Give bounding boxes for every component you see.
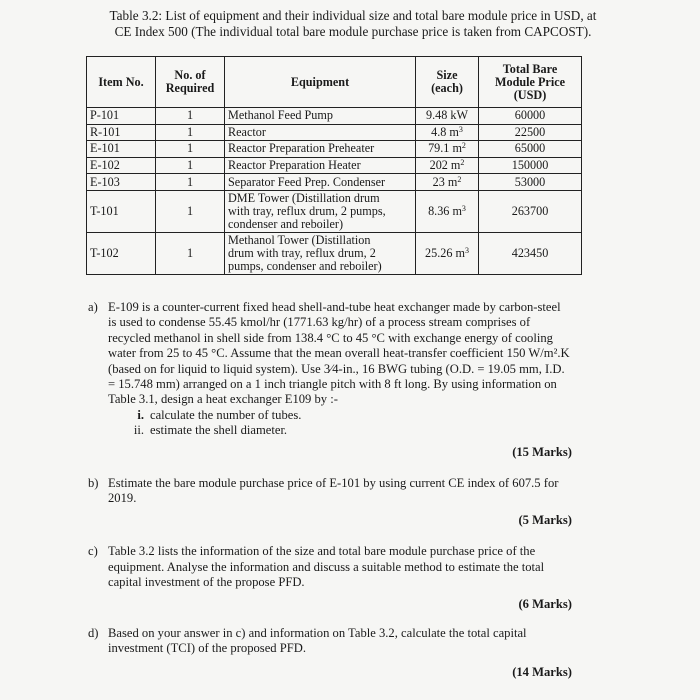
table-row bbox=[87, 190, 582, 232]
required-cell: 1 bbox=[156, 190, 225, 232]
questions-section bbox=[88, 300, 616, 680]
table-row bbox=[87, 232, 582, 274]
question-text-line: capital investment of the propose PFD. bbox=[108, 575, 305, 590]
item-no-cell: T-101 bbox=[87, 190, 156, 232]
size-cell: 25.26 $m^3$ bbox=[416, 232, 479, 274]
table-row bbox=[87, 124, 582, 141]
question-text-line: (based on for liquid to liquid system). Use 3⁄4-in., 16 BWG tubing (O.D. = 19.05 mm, I.D. bbox=[108, 361, 565, 376]
item-no-cell: E-103 bbox=[87, 174, 156, 191]
question-text-line: water from 25 to 45 °C. Assume that the mean overall heat-transfer coefficient 150 W/m².K bbox=[108, 346, 570, 361]
question-label: a) bbox=[88, 300, 98, 314]
price-cell: 150000 bbox=[479, 157, 582, 174]
sub-question-i: i. calculate the number of tubes. bbox=[108, 408, 616, 423]
item-no-cell: E-102 bbox=[87, 157, 156, 174]
question-a bbox=[88, 300, 616, 460]
question-b bbox=[88, 476, 616, 528]
marks-label: (5 Marks) bbox=[518, 512, 572, 527]
question-text-line: 2019. bbox=[108, 491, 137, 506]
marks-label: (15 Marks) bbox=[512, 444, 572, 459]
equipment-cell: DME Tower (Distillation drum with tray, reflux drum, 2 pumps, condenser and reboiler) bbox=[225, 190, 416, 232]
sub-question-number: ii. bbox=[133, 423, 144, 438]
size-cell: 23 $m^2$ bbox=[416, 174, 479, 191]
table-row bbox=[87, 174, 582, 191]
size-cell: 8.36 $m^3$ bbox=[416, 190, 479, 232]
equipment-cell: Reactor Preparation Preheater bbox=[225, 141, 416, 158]
question-text-line: Estimate the bare module purchase price of E-101 by using current CE index of 607.5 for bbox=[108, 476, 559, 491]
header-item-no: Item No. bbox=[87, 57, 156, 108]
price-cell: 53000 bbox=[479, 174, 582, 191]
price-cell: 65000 bbox=[479, 141, 582, 158]
equipment-table bbox=[86, 56, 582, 275]
question-label: d) bbox=[88, 625, 99, 640]
price-cell: 60000 bbox=[479, 108, 582, 125]
item-no-cell: E-101 bbox=[87, 141, 156, 158]
question-text-line: Based on your answer in c) and information on Table 3.2, calculate the total capital bbox=[108, 625, 527, 640]
question-text-line: equipment. Analyse the information and discuss a suitable method to estimate the total bbox=[108, 559, 545, 574]
size-cell: 9.48 kW bbox=[416, 108, 479, 125]
price-cell: 423450 bbox=[479, 232, 582, 274]
marks-label: (6 Marks) bbox=[518, 596, 572, 611]
header-size: Size (each) bbox=[416, 57, 479, 108]
question-label: b) bbox=[88, 476, 99, 491]
sub-question-ii: ii. estimate the shell diameter. bbox=[108, 423, 616, 438]
required-cell: 1 bbox=[156, 124, 225, 141]
marks-label: (14 Marks) bbox=[512, 664, 572, 679]
equipment-cell: Reactor Preparation Heater bbox=[225, 157, 416, 174]
question-c bbox=[88, 544, 616, 612]
required-cell: 1 bbox=[156, 232, 225, 274]
table-row bbox=[87, 157, 582, 174]
question-d bbox=[88, 626, 616, 680]
item-no-cell: P-101 bbox=[87, 108, 156, 125]
question-text-line: is used to condense 55.45 kmol/hr (1771.63 kg/hr) of a process stream comprises of bbox=[108, 315, 531, 330]
question-label: c) bbox=[88, 544, 98, 559]
header-equipment: Equipment bbox=[225, 57, 416, 108]
price-cell: 22500 bbox=[479, 124, 582, 141]
table-row bbox=[87, 141, 582, 158]
question-text-line: = 15.748 mm) arranged on a 1 inch triangle pitch with 8 ft long. By using information on bbox=[108, 377, 557, 392]
required-cell: 1 bbox=[156, 174, 225, 191]
size-cell: 79.1 $m^2$ bbox=[416, 141, 479, 158]
question-text-line: recycled methanol in shell side from 138.4 °C to 45 °C with exchange energy of cooling bbox=[108, 330, 553, 345]
question-text-line: Table 3.1, design a heat exchanger E109 by :- bbox=[108, 392, 338, 407]
table-header-row bbox=[87, 57, 582, 108]
required-cell: 1 bbox=[156, 157, 225, 174]
equipment-cell: Methanol Tower (Distillation drum with tray, reflux drum, 2 pumps, condenser and reboiler) bbox=[225, 232, 416, 274]
header-total-price: Total Bare Module Price (USD) bbox=[479, 57, 582, 108]
caption-line-2: CE Index 500 (The individual total bare module purchase price is taken from CAPCOST). bbox=[114, 24, 592, 39]
size-cell: 4.8 $m^3$ bbox=[416, 124, 479, 141]
sub-question-number: i. bbox=[137, 407, 144, 422]
question-text-line: Table 3.2 lists the information of the size and total bare module purchase price of the bbox=[108, 544, 536, 559]
header-no-required: No. of Required bbox=[156, 57, 225, 108]
table-row bbox=[87, 108, 582, 125]
table-caption bbox=[88, 8, 618, 40]
question-text-line: investment (TCI) of the proposed PFD. bbox=[108, 641, 306, 656]
question-text-line: E-109 is a counter-current fixed head shell-and-tube heat exchanger made by carbon-steel bbox=[108, 300, 561, 314]
item-no-cell: T-102 bbox=[87, 232, 156, 274]
equipment-cell: Separator Feed Prep. Condenser bbox=[225, 174, 416, 191]
caption-line-1: Table 3.2: List of equipment and their individual size and total bare module price in USD, at bbox=[109, 8, 597, 23]
required-cell: 1 bbox=[156, 141, 225, 158]
equipment-cell: Methanol Feed Pump bbox=[225, 108, 416, 125]
required-cell: 1 bbox=[156, 108, 225, 125]
equipment-cell: Reactor bbox=[225, 124, 416, 141]
item-no-cell: R-101 bbox=[87, 124, 156, 141]
size-cell: 202 $m^2$ bbox=[416, 157, 479, 174]
price-cell: 263700 bbox=[479, 190, 582, 232]
